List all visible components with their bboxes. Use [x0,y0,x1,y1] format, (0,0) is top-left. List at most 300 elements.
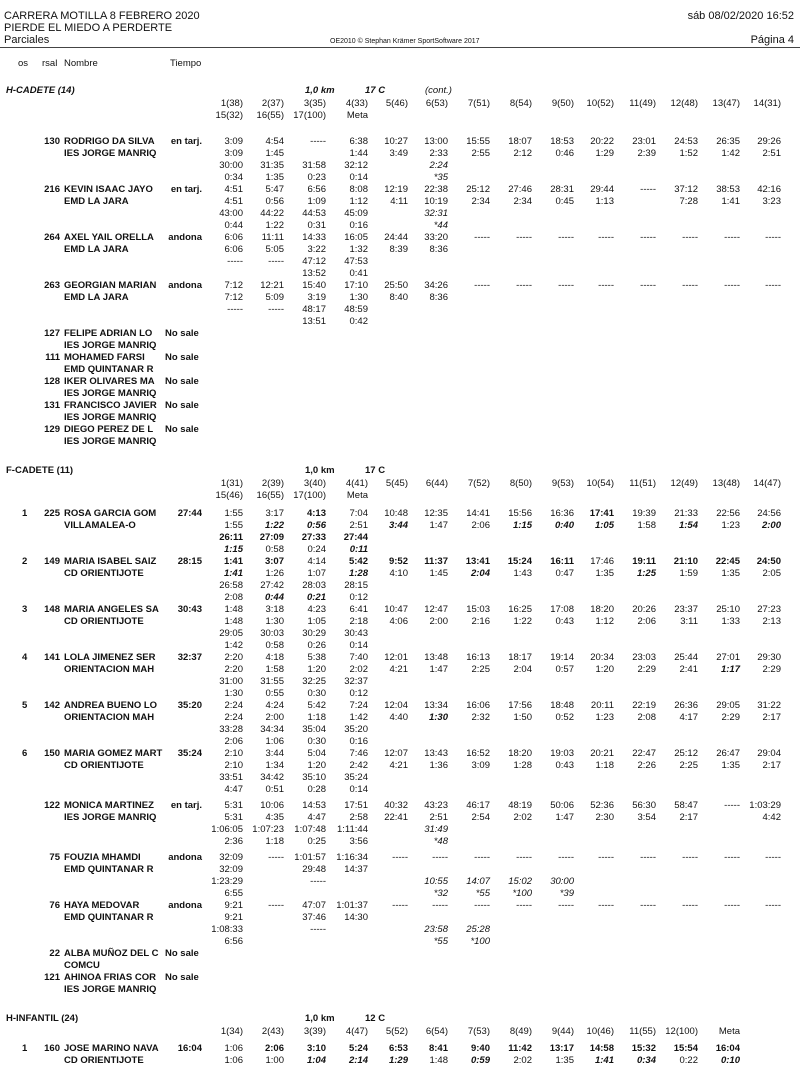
split-leg: 0:51 [265,784,284,795]
split-leg: 1:52 [679,148,698,159]
split-leg: 1:34 [265,760,284,771]
split-leg: 6:56 [224,936,243,947]
runner-bib: 76 [49,900,60,911]
split-cumulative: 26:36 [674,700,698,711]
split-cumulative: 11:37 [424,556,448,567]
split-cumulative: 15:32 [631,1043,656,1054]
split-cumulative: 27:42 [260,580,284,591]
split-cumulative: 29:05 [716,700,740,711]
split-leg: 2:06 [471,520,490,531]
split-leg: 3:19 [307,292,326,303]
split-cumulative: 34:26 [424,280,448,291]
split-leg: 1:22 [265,220,284,231]
split-leg: 0:24 [307,544,326,555]
split-leg: 2:06 [637,616,656,627]
split-leg: 1:48 [224,616,243,627]
control-code: 8(54) [509,98,532,109]
event-subtitle: PIERDE EL MIEDO A PERDERTE [4,22,173,34]
split-leg: 37:46 [302,912,326,923]
split-cumulative: 6:41 [349,604,368,615]
page-number: Página 4 [750,34,794,46]
split-cumulative: ----- [640,232,656,243]
split-cumulative: ----- [640,280,656,291]
split-cumulative: 58:47 [674,800,698,811]
header-rule [0,47,800,48]
dns-club: IES JORGE MANRIQ [64,436,157,447]
split-leg: 1:12 [595,616,614,627]
split-leg: 0:14 [349,172,368,183]
split-leg: 1:30 [265,616,284,627]
control-code: 8(49) [509,1026,532,1037]
split-cumulative: 6:56 [307,184,326,195]
runner-bib: 225 [44,508,60,519]
control-code: 4(47) [345,1026,368,1037]
split-leg: 3:56 [349,836,368,847]
dns-status: No sale [165,328,199,339]
split-cumulative: ----- [558,280,574,291]
control-code: 7(51) [467,98,490,109]
split-leg: 3:23 [762,196,781,207]
runner-club: CD ORIENTIJOTE [64,760,144,771]
split-leg: *48 [433,836,448,847]
split-leg: 2:00 [265,712,284,723]
runner-bib: 142 [44,700,60,711]
split-leg: 1:25 [636,568,656,579]
runner-time: 28:15 [177,556,202,567]
split-leg: 0:41 [349,268,368,279]
control-code: 17(100) [293,110,326,121]
split-cumulative: 8:41 [428,1043,448,1054]
split-leg: 2:02 [349,664,368,675]
split-leg: 2:25 [679,760,698,771]
split-leg: 2:08 [224,592,243,603]
split-cumulative: 19:03 [550,748,574,759]
split-cumulative: 22:19 [632,700,656,711]
split-cumulative: 1:41 [223,556,243,567]
split-cumulative: 13:48 [424,652,448,663]
split-leg: 0:40 [554,520,574,531]
split-cumulative: 10:48 [384,508,408,519]
runner-club: IES JORGE MANRIQ [64,148,157,159]
dns-bib: 127 [44,328,60,339]
split-cumulative: 43:00 [219,208,243,219]
split-cumulative: 16:05 [344,232,368,243]
control-code: 6(44) [425,478,448,489]
split-leg: 2:29 [637,664,656,675]
split-cumulative: 31:22 [757,700,781,711]
split-cumulative: 43:23 [424,800,448,811]
split-cumulative: 23:03 [632,652,656,663]
runner-position: 4 [22,652,28,663]
split-cumulative: ----- [724,232,740,243]
split-leg: 2:02 [513,812,532,823]
split-leg: 7:28 [679,196,698,207]
control-code: 15(46) [215,490,243,501]
control-code: 6(53) [425,98,448,109]
split-cumulative: ----- [682,900,698,911]
split-leg: *100 [470,936,490,947]
split-cumulative: 2:24 [224,700,243,711]
split-leg: 2:20 [224,664,243,675]
control-code: 16(55) [256,490,284,501]
dns-status: No sale [165,424,199,435]
split-cumulative: 4:13 [306,508,326,519]
split-cumulative: 1:06:05 [211,824,243,835]
control-code: 4(33) [345,98,368,109]
split-leg: 0:45 [555,196,574,207]
split-cumulative: 10:55 [424,876,448,887]
dns-club: IES JORGE MANRIQ [64,412,157,423]
split-leg: 2:02 [513,1055,532,1066]
split-leg: 0:34 [636,1055,656,1066]
split-cumulative: 7:24 [349,700,368,711]
split-cumulative: 1:03:29 [749,800,781,811]
split-cumulative: 29:30 [757,652,781,663]
split-leg: 4:21 [389,664,408,675]
split-cumulative: ----- [598,900,614,911]
split-leg: 2:17 [762,760,781,771]
split-leg: 1:59 [679,568,698,579]
split-leg: 1:20 [595,664,614,675]
split-cumulative: 33:51 [219,772,243,783]
split-leg: *35 [433,172,448,183]
split-cumulative: 18:17 [508,652,532,663]
split-cumulative: 2:06 [264,1043,284,1054]
runner-name: FOUZIA MHAMDI [64,852,141,863]
split-cumulative: ----- [432,900,448,911]
split-cumulative: ----- [516,900,532,911]
split-leg: 0:58 [265,640,284,651]
split-cumulative: 27:09 [259,532,284,543]
runner-name: JOSE MARINO NAVA [64,1043,159,1054]
split-cumulative: 3:09 [224,136,243,147]
dns-club: IES JORGE MANRIQ [64,340,157,351]
split-leg: 1:33 [721,616,740,627]
split-cumulative: 46:17 [466,800,490,811]
runner-time: andona [168,280,202,291]
split-cumulative: 5:42 [348,556,368,567]
split-cumulative: 4:51 [224,184,243,195]
split-cumulative: 3:44 [265,748,284,759]
split-cumulative: 52:36 [590,800,614,811]
runner-time: en tarj. [170,800,202,811]
split-leg: 4:42 [762,812,781,823]
split-cumulative: 2:24 [429,160,448,171]
control-code: 11(55) [629,1026,656,1037]
split-leg: 0:43 [555,760,574,771]
split-leg: 2:00 [429,616,448,627]
runner-club: EMD LA JARA [64,244,129,255]
split-leg: 2:32 [471,712,490,723]
split-leg: 1:28 [348,568,368,579]
split-cumulative: 16:06 [466,700,490,711]
split-leg: 0:52 [555,712,574,723]
split-cumulative: 5:47 [265,184,284,195]
split-leg: 4:35 [265,812,284,823]
report-datetime: sáb 08/02/2020 16:52 [687,10,794,22]
split-cumulative: 15:55 [466,136,490,147]
runner-bib: 149 [44,556,60,567]
split-cumulative: 17:08 [550,604,574,615]
split-cumulative: 1:48 [224,604,243,615]
split-cumulative: ----- [765,852,781,863]
control-code: Meta [346,110,368,121]
control-code: 12(48) [670,98,698,109]
split-cumulative: 3:10 [306,1043,326,1054]
split-cumulative: 28:15 [344,580,368,591]
runner-position: 6 [22,748,28,759]
split-leg: 1:20 [307,664,326,675]
split-cumulative: 25:50 [384,280,408,291]
dns-club: IES JORGE MANRIQ [64,388,157,399]
split-cumulative: 31:58 [302,160,326,171]
control-code: 1(38) [220,98,243,109]
split-leg: 1:15 [223,544,243,555]
split-cumulative: ----- [765,280,781,291]
runner-bib: 216 [44,184,60,195]
dns-name: IKER OLIVARES MA [64,376,155,387]
split-leg: 29:48 [302,864,326,875]
split-cumulative: 12:21 [260,280,284,291]
runner-club: EMD QUINTANAR R [64,912,154,923]
split-leg: 0:16 [349,220,368,231]
control-code: 10(46) [586,1026,614,1037]
split-cumulative: 24:56 [757,508,781,519]
split-leg: 0:21 [306,592,326,603]
split-cumulative: 16:36 [550,508,574,519]
split-leg: 1:06 [224,1055,243,1066]
split-leg: 9:21 [224,912,243,923]
course-length: 1,0 km [305,465,335,476]
split-cumulative: 37:12 [674,184,698,195]
dns-bib: 129 [44,424,60,435]
split-cumulative: 1:16:34 [336,852,368,863]
split-cumulative: 34:34 [260,724,284,735]
split-cumulative: 19:39 [632,508,656,519]
control-code: 3(35) [303,98,326,109]
split-cumulative: 13:17 [549,1043,574,1054]
split-leg: 1:20 [307,760,326,771]
split-cumulative: 18:53 [550,136,574,147]
split-cumulative: 8:08 [349,184,368,195]
split-leg: 1:18 [595,760,614,771]
split-cumulative: 42:16 [757,184,781,195]
split-leg: 1:42 [721,148,740,159]
split-leg: 1:45 [429,568,448,579]
control-code: Meta [346,490,368,501]
split-leg: 0:44 [264,592,284,603]
control-code: 2(39) [261,478,284,489]
split-cumulative: 19:14 [550,652,574,663]
control-code: 10(54) [586,478,614,489]
col-bib-label: rsal [42,58,58,69]
control-code: 5(52) [385,1026,408,1037]
split-leg: 1:35 [721,760,740,771]
runner-time: andona [168,900,202,911]
split-cumulative: 25:44 [674,652,698,663]
split-cumulative: 31:55 [260,676,284,687]
split-cumulative: 9:52 [388,556,408,567]
split-cumulative: 10:47 [384,604,408,615]
dns-name: ALBA MUÑOZ DEL C [64,948,159,959]
runner-club: EMD LA JARA [64,292,129,303]
split-leg: 2:04 [470,568,490,579]
split-leg: 1:45 [265,148,284,159]
split-leg: 32:09 [219,864,243,875]
split-leg: 0:55 [265,688,284,699]
split-cumulative: 20:22 [590,136,614,147]
split-cumulative: 45:09 [344,208,368,219]
split-leg: 2:42 [349,760,368,771]
split-cumulative: 33:20 [424,232,448,243]
dns-name: MOHAMED FARSI [64,352,145,363]
split-leg: 1:36 [429,760,448,771]
dns-status: No sale [165,376,199,387]
split-cumulative: 16:52 [466,748,490,759]
split-cumulative: 32:12 [344,160,368,171]
split-leg: 1:44 [349,148,368,159]
split-cumulative: 21:10 [673,556,698,567]
runner-name: MARIA ANGELES SA [64,604,159,615]
split-leg: 1:00 [265,1055,284,1066]
split-cumulative: 30:43 [344,628,368,639]
split-cumulative: 1:06 [224,1043,243,1054]
split-leg: 0:30 [307,688,326,699]
split-cumulative: 16:04 [715,1043,740,1054]
split-leg: 4:06 [389,616,408,627]
split-leg: 1:30 [428,712,448,723]
control-code: 11(49) [629,98,656,109]
dns-bib: 128 [44,376,60,387]
runner-bib: 130 [44,136,60,147]
split-leg: 5:31 [224,812,243,823]
split-cumulative: 26:58 [219,580,243,591]
software-credit: OE2010 © Stephan Krämer SportSoftware 2017 [330,38,480,45]
runner-club: ORIENTACION MAH [64,712,155,723]
split-cumulative: ----- [682,232,698,243]
split-leg: 4:10 [389,568,408,579]
runner-name: LOLA JIMENEZ SER [64,652,156,663]
split-cumulative: 27:46 [508,184,532,195]
control-code: 3(39) [303,1026,326,1037]
dns-bib: 131 [44,400,60,411]
split-leg: 1:55 [224,520,243,531]
split-leg: *55 [433,936,448,947]
split-leg: 0:31 [307,220,326,231]
split-leg: 1:35 [595,568,614,579]
control-code: 4(41) [345,478,368,489]
split-leg: 1:30 [224,688,243,699]
split-cumulative: 26:35 [716,136,740,147]
control-code: 8(50) [509,478,532,489]
split-cumulative: ----- [558,852,574,863]
runner-club: CD ORIENTIJOTE [64,568,144,579]
split-leg: 0:11 [349,544,368,555]
runner-name: ROSA GARCIA GOM [64,508,157,519]
split-cumulative: 32:09 [219,852,243,863]
split-leg: 3:54 [637,812,656,823]
split-cumulative: ----- [310,924,326,935]
split-cumulative: 5:38 [307,652,326,663]
control-code: 10(52) [586,98,614,109]
split-cumulative: ----- [310,876,326,887]
split-cumulative: ----- [268,256,284,267]
split-cumulative: 1:23:29 [211,876,243,887]
split-leg: 2:54 [471,812,490,823]
split-cumulative: 1:11:44 [337,824,368,835]
split-leg: 1:17 [720,664,740,675]
split-leg: 2:00 [761,520,781,531]
split-cumulative: ----- [765,900,781,911]
control-code: 13(48) [712,478,740,489]
split-cumulative: ----- [724,800,740,811]
split-leg: 0:58 [265,544,284,555]
split-leg: 3:11 [680,616,698,627]
split-cumulative: 14:58 [589,1043,614,1054]
split-leg: 2:34 [513,196,532,207]
dns-status: No sale [165,948,199,959]
split-cumulative: 15:56 [508,508,532,519]
split-cumulative: 12:47 [424,604,448,615]
split-leg: 2:34 [471,196,490,207]
split-leg: 5:09 [265,292,284,303]
runner-club: IES JORGE MANRIQ [64,812,157,823]
report-type: Parciales [4,34,50,46]
split-cumulative: 14:33 [302,232,326,243]
split-leg: 3:44 [388,520,408,531]
split-cumulative: 35:10 [302,772,326,783]
split-cumulative: 35:24 [344,772,368,783]
runner-name: MARIA ISABEL SAIZ [64,556,157,567]
split-leg: 1:28 [513,760,532,771]
control-code: 2(37) [261,98,284,109]
split-cumulative: ----- [765,232,781,243]
split-cumulative: 32:25 [302,676,326,687]
split-leg: 2:55 [471,148,490,159]
split-leg: 0:44 [224,220,243,231]
split-cumulative: 35:20 [344,724,368,735]
split-cumulative: ----- [474,852,490,863]
split-cumulative: 14:41 [466,508,490,519]
split-leg: 1:58 [265,664,284,675]
split-cumulative: 33:28 [219,724,243,735]
split-cumulative: 29:26 [757,136,781,147]
runner-position: 1 [22,1043,28,1054]
split-cumulative: 30:03 [260,628,284,639]
split-leg: 2:16 [471,616,490,627]
split-cumulative: 7:40 [349,652,368,663]
category-title: H-CADETE (14) [6,85,75,96]
split-leg: 14:37 [344,864,368,875]
split-leg: 1:50 [513,712,532,723]
split-leg: 1:12 [349,196,368,207]
split-cumulative: 18:07 [508,136,532,147]
control-code: 9(50) [551,98,574,109]
runner-position: 5 [22,700,28,711]
split-cumulative: 14:07 [466,876,490,887]
split-cumulative: 15:54 [673,1043,698,1054]
split-leg: 2:36 [224,836,243,847]
split-cumulative: ----- [268,900,284,911]
split-cumulative: 20:26 [632,604,656,615]
split-leg: *32 [433,888,448,899]
dns-name: FELIPE ADRIAN LO [64,328,153,339]
split-leg: 1:54 [678,520,698,531]
split-cumulative: 18:20 [508,748,532,759]
split-leg: 0:47 [555,568,574,579]
split-cumulative: 28:03 [302,580,326,591]
split-leg: 1:05 [594,520,614,531]
